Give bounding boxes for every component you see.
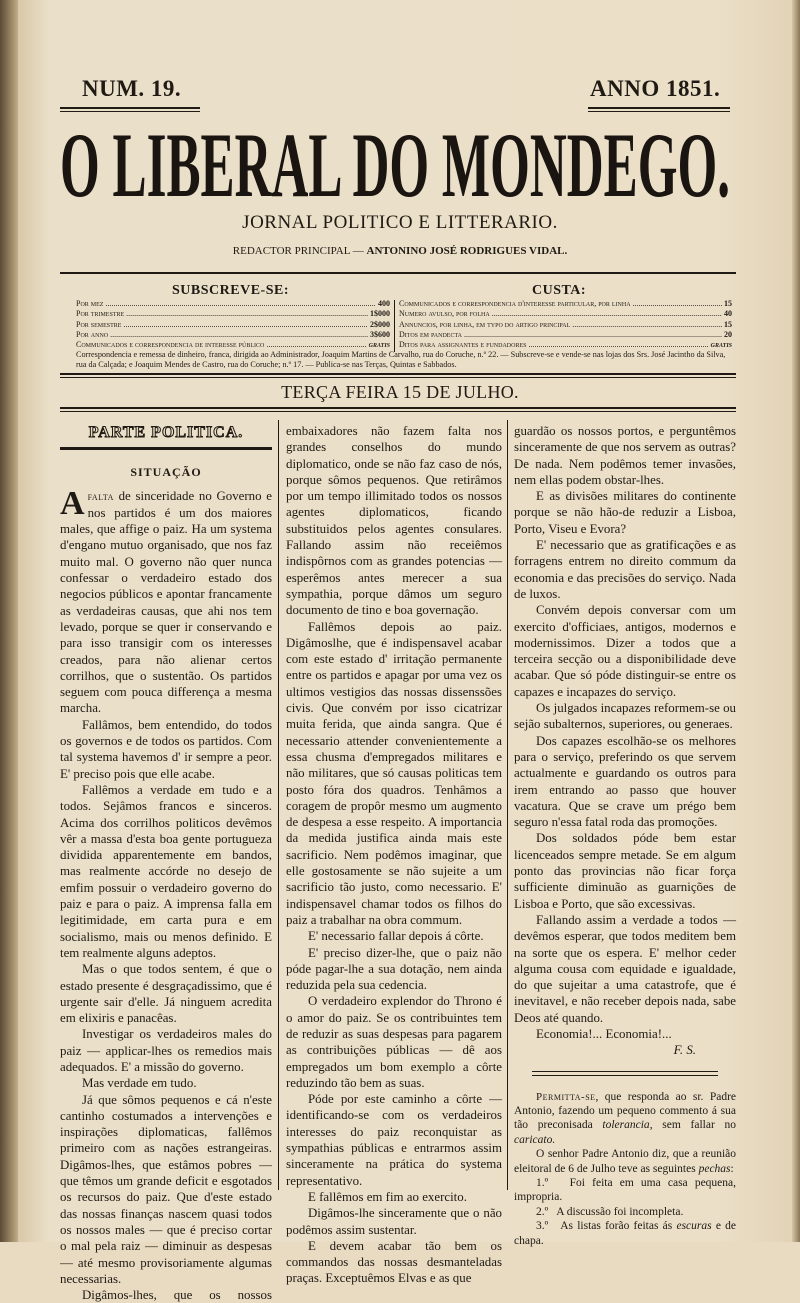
column-1	[60, 423, 272, 1303]
page-edge	[792, 0, 800, 1242]
paragraph: Fallêmos a verdade em tudo e a todos. Sejâmos francos e sinceros. Acima dos corrilhos politicos devêmos vêr a massa d'esta boa gente portugueza dividida apparentemente em bandos, mas realmente accórde no desejo de emfim possuir o verdadeiro governo do paiz e para o paiz. A imprensa falla em legitimidade, em carta pura e em socialismo, mais ou menos definido. E tem realmente alguns adeptos.	[60, 782, 272, 960]
paragraph: Afalta de sinceridade no Governo e nos partidos é um dos maiores males, que affige o paiz. Ha um systema d'engano mutuo organisado, que nos faz muito mal. O governo não quer nunca confessar o verdadeiro estado dos negocios públicos e apontar francamente as verdadeiras causas, que ahi nos tem levado, porque se quer ir conservando e para isso transigir com os interesses creados, para não alienar certos corrilhos, que o sustentão. Os partidos seguem com pouca differença a mesma marcha.	[60, 484, 272, 716]
rule	[60, 373, 736, 375]
paragraph: Dos capazes escolhão-se os melhores para o serviço, preferindo os que servem actualmente e guardando os outros para irem entrando ao passo que houver vacatura. Que se crave um prégo bem seguro n'essa fatal roda das promoções.	[514, 733, 736, 830]
issue-year: ANNO 1851.	[590, 76, 721, 101]
paragraph: Digâmos-lhe sinceramente que o não podêmos assim sustentar.	[286, 1206, 502, 1237]
column-2	[286, 423, 502, 1287]
paragraph: Fallando assim a verdade a todos — devêmos esperar, que todos meditem bem na sorte que os espera. E' melhor ceder alguma cousa com equidade e igualdade, do que sujeitar a uma catastrofe, que é inevitavel, e não receber depois nada, sabe Deos até quando.	[514, 912, 736, 1025]
page-binding	[0, 0, 20, 1242]
section-heading: PARTE POLITICA.	[88, 424, 244, 441]
paragraph: O verdadeiro explendor do Throno é o amor do paiz. Se os contribuintes tem de reduzir as suas despesas para pagarem as contribuições públicas — dê aos empregados um bom exemplo a côrte reduzindo tão bem as suas.	[286, 994, 502, 1090]
correspondence-note: Correspondencia e remessa de dinheiro, franca, dirigida ao Administrador, Joaquim Martins de Carvalho, rua do Coruche, n.º 22. — Subscreve-se e vende-se nas lojas dos Srs. José Jacintho da Silva, rua da Calçada; e Joaquim Mendes de Castro, rua do Coruche; n.º 17. — Publica-se nas Terças, Quintas e Sabbados.	[76, 350, 726, 369]
price-row: Por trimestre ..... 1$000	[76, 309, 390, 319]
redactor-line	[0, 245, 800, 257]
paragraph: Convém depois conversar com um exercito d'officiaes, antigos, modernos e modernissimos. Dizer a todos que a terceira secção ou a disponibilidade deve acabar. Que só póde distinguir-se entre os capazes e incapazes do serviço.	[514, 603, 736, 699]
ornamental-rule	[532, 1071, 718, 1076]
rule	[60, 447, 272, 450]
newspaper-title	[58, 120, 734, 206]
paragraph: Mas o que todos sentem, é que o estado presente é desgraçadissimo, que é urgente sair d'elle. Já ninguem acredita em elixiris e panacêas.	[60, 962, 272, 1026]
rule	[60, 107, 200, 112]
drop-cap: A	[60, 484, 85, 522]
paragraph: E' preciso dizer-lhe, que o paiz não póde pagar-lhe a sua dotação, nem ainda reduzida pela sua cedencia.	[286, 945, 502, 993]
list-item: 1.º Foi feita em uma casa pequena, impropria.	[514, 1177, 737, 1204]
list-item: 3.º As listas forão feitas ás escuras e de chapa.	[514, 1220, 736, 1247]
article-title: SITUAÇÃO	[130, 465, 202, 480]
signature: F. S.	[673, 1043, 696, 1058]
rule	[60, 411, 736, 412]
paragraph: E' necessario que as gratificações e as forragens entrem no direito commum da economia e das precisões do serviço. Nada de luxos.	[514, 538, 736, 601]
subscription-prices	[76, 299, 390, 350]
paragraph: guardão os nossos portos, e perguntêmos sinceramente de que nos servem as outras? De nada. Nem podêmos temer invasões, nem ellas podem obstar-lhes.	[514, 424, 736, 487]
paragraph: Dos soldados póde bem estar licenceados sempre metade. Se em algum ponto das provincias não ficar força sufficiente diminuão as guarnições de Lisboa e Porto, que são excessivas.	[514, 831, 736, 911]
paragraph: E fallêmos em fim ao exercito.	[308, 1189, 467, 1204]
costs-heading: CUSTA:	[532, 283, 587, 298]
cost-prices	[399, 299, 732, 350]
price-row: Por mez ..... 400	[76, 299, 390, 309]
cost-row: Communicados e correspondencia d'interesse particular, por linha ..... 15	[399, 299, 732, 309]
redactor-label: REDACTOR PRINCIPAL —	[232, 245, 364, 257]
paragraph: Os julgados incapazes reformem-se ou sejão subalternos, superiores, ou generaes.	[514, 701, 736, 732]
list-item: 2.º A discussão foi incompleta.	[536, 1205, 684, 1218]
title-text: O LIBERAL DO MONDEGO.	[60, 120, 731, 206]
paragraph: Digâmos-lhes, que os nossos	[82, 1288, 272, 1303]
rule	[60, 377, 736, 378]
paragraph: Já que sômos pequenos e cá n'este cantinho costumados a intervenções e inspirações diplomaticas, fallêmos primeiro com as nações estrangeiras. Digâmos-lhes, que estâmos pobres — que têmos um grande deficit e esgotados os recursos do paiz. Que d'este estado das nossas finanças nascem quasi todos os nossos males — que é preciso cortar o mal pela raiz — diminuir as despesas — até mesmo provisoriamente algumas necessarias.	[60, 1092, 272, 1286]
column-divider	[278, 420, 279, 1190]
paragraph: Fallâmos, bem entendido, do todos os governos e de todos os partidos. Com tal systema havemos d' ir sempre a peor. E' preciso pois que elle acabe.	[60, 717, 272, 781]
column-divider	[507, 420, 508, 1190]
paragraph: Mas verdade em tudo.	[82, 1076, 197, 1091]
issue-number: NUM. 19.	[82, 76, 182, 101]
notice	[514, 1090, 736, 1248]
price-row: Por anno ..... 3$600	[76, 330, 390, 340]
subscription-heading: SUBSCREVE-SE:	[172, 283, 289, 298]
paragraph: E' necessario fallar depois á côrte.	[308, 929, 484, 944]
subtitle: JORNAL POLITICO E LITTERARIO.	[242, 212, 558, 233]
price-row: Communicados e correspondencia de interesse público ..... gratis	[76, 340, 390, 350]
column-divider	[394, 300, 395, 352]
paragraph: Permitta-se, que responda ao sr. Padre Antonio, fazendo um pequeno commento á sua tão preconisada tolerancia, sem fallar no caricato.	[514, 1090, 736, 1146]
paragraph: Economia!... Economia!...	[536, 1026, 672, 1041]
cost-row: Annuncios, por linha, em typo do artigo principal ..... 15	[399, 320, 732, 330]
paragraph: O senhor Padre Antonio diz, que a reunião eleitoral de 6 de Julho teve as seguintes pechas:	[514, 1148, 736, 1175]
redactor-name: ANTONINO JOSÉ RODRIGUES VIDAL.	[366, 245, 568, 257]
cost-row: Ditos em pandecta ..... 20	[399, 330, 732, 340]
cost-row: Ditos para assignantes e fundadores ..... gratis	[399, 340, 732, 350]
rule	[60, 407, 736, 409]
paragraph: Fallêmos depois ao paiz. Digâmoslhe, que é indispensavel acabar com este estado d' irritação permanente entre os partidos e apagar por uma vez os ultimos vestigios das nossas dissenssões civis. Que convém por isso cicatrizar muita ferida, que ainda sangra. Que é necessario attender convenientemente a essa chusma d'empregados militares e não militares, que só causas politicas tem posto fóra dos quadros. Tenhâmos a coragem de propôr mesmo um augmento de despesa a esse respeito. A importancia da medida justifica ainda mais este sacrificio. Nem podêmos imaginar, que elle gostosamente se não sujeite a um sacrificio tão justo, como necessario. E' indispensavel chamar todos os filhos do paiz a trabalhar na obra commum.	[286, 619, 502, 927]
rule	[60, 272, 736, 274]
paragraph: E devem acabar tão bem os commandos das nossas desmanteladas praças. Exceptuêmos Elvas e as que	[286, 1238, 502, 1286]
paragraph: embaixadores não fazem falta nos grandes conselhos do mundo diplomatico, onde se não faz caso de nós, porque sômos pequenos. Que retirâmos por um tempo illimitado todos os nossos agentes diplomaticos, ficando substituidos pelos agentes consulares. Fallando assim não receiêmos indispôrnos com as grandes potencias — esperêmos antes merecer a sua sympathia, porque dâmos um seguro documento de tino e boa governação.	[286, 424, 502, 618]
price-row: Por semestre ..... 2$000	[76, 320, 390, 330]
cost-row: Numero avulso, por folha ..... 40	[399, 309, 732, 319]
issue-date: TERÇA FEIRA 15 DE JULHO.	[281, 382, 519, 402]
paragraph: E as divisões militares do continente porque se não hão-de reduzir a Lisboa, Porto, Viseu e Evora?	[514, 489, 736, 536]
rule	[588, 107, 730, 112]
paragraph: Póde por este caminho a côrte — identificando-se com os verdadeiros interesses do paiz reconquistar as sympathias públicas e entrarmos assim sinceramente na prática do systema representativo.	[286, 1092, 502, 1188]
paragraph: Investigar os verdadeiros males do paiz — applicar-lhes os remedios mais adequados. E' a missão do governo.	[60, 1027, 272, 1074]
column-3	[514, 423, 736, 1248]
